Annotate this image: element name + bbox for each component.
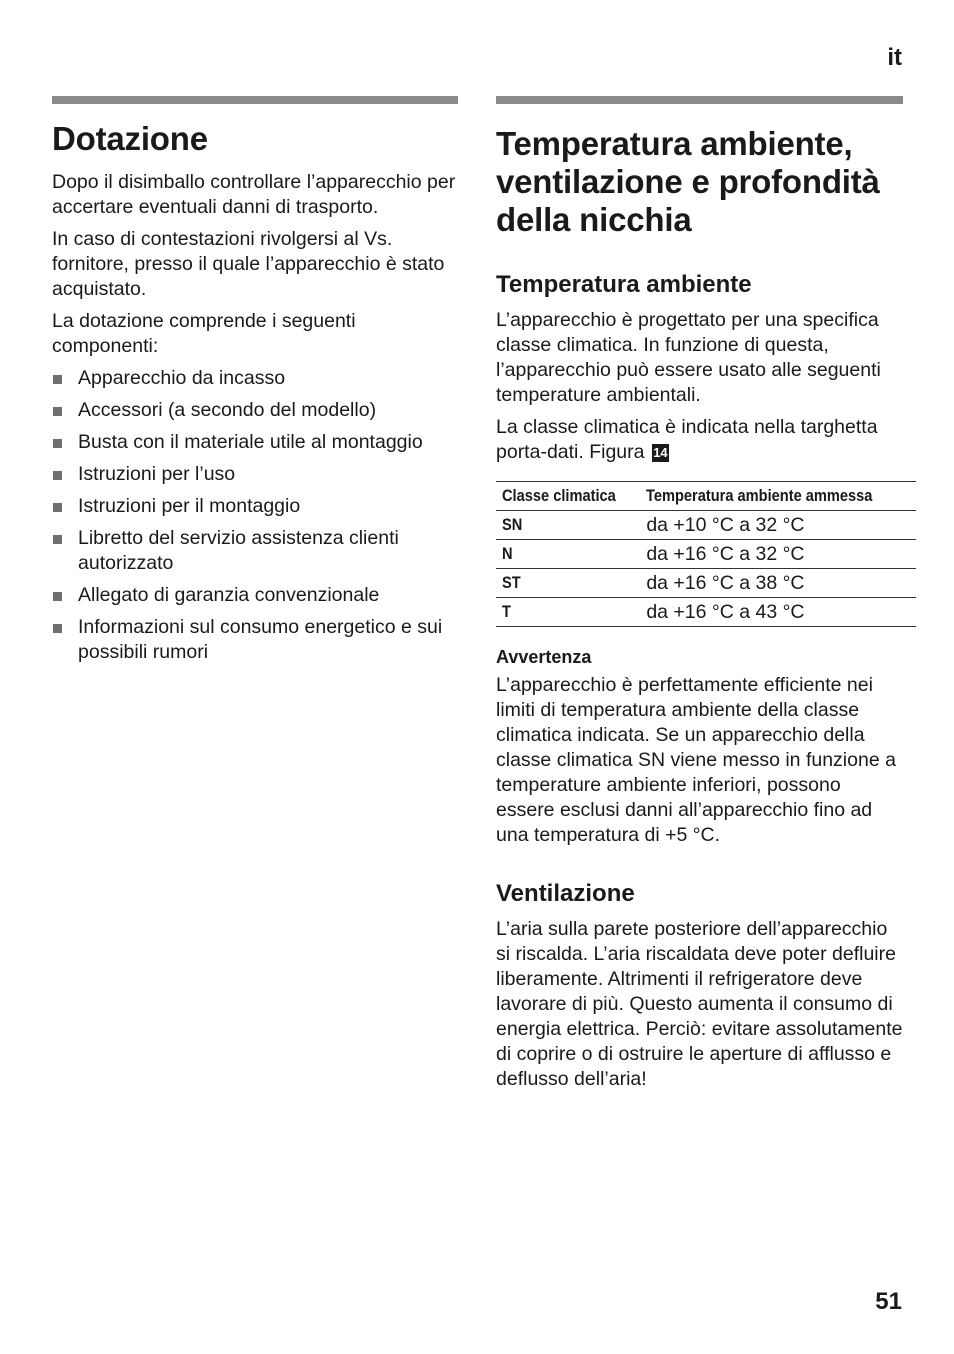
- right-column: [496, 96, 903, 1099]
- bullet-square-icon: [53, 592, 62, 601]
- section-title-dotazione: Dotazione: [52, 120, 208, 157]
- bullet-square-icon: [53, 624, 62, 633]
- language-tag: it: [887, 44, 902, 71]
- note-text: L’apparecchio è perfettamente efficiente nei limiti di temperatura ambiente della classe climatica indicata. Se un apparecchio della classe climatica SN viene messo in funzione a temperature ambiente inferiori, possono essere esclusi danni all’apparecchio fino ad una temperatura di +5 °C.: [496, 674, 896, 846]
- list-item: Libretto del servizio assistenza clienti autorizzato: [52, 526, 458, 576]
- table-header-row: [496, 482, 916, 511]
- table-header-cell: Classe climatica: [502, 486, 616, 505]
- table-row: [496, 540, 916, 569]
- paragraph: La dotazione comprende i seguenti componenti:: [52, 310, 356, 357]
- paragraph: Dopo il disimballo controllare l’apparecchio per accertare eventuali danni di trasporto.: [52, 171, 456, 218]
- table-row: [496, 569, 916, 598]
- table-cell-class: SN: [496, 511, 640, 540]
- list-item: Busta con il materiale utile al montaggio: [52, 430, 458, 455]
- left-column: [52, 96, 458, 672]
- section-rule: [52, 96, 458, 104]
- paragraph-figure-reference: La classe climatica è indicata nella targhetta porta-dati. Figura 14: [496, 416, 878, 463]
- bullet-square-icon: [53, 535, 62, 544]
- page-number: 51: [875, 1288, 902, 1315]
- list-item: Istruzioni per il montaggio: [52, 494, 458, 519]
- section-title-temperatura: Temperatura ambiente, ventilazione e profondità della nicchia: [496, 125, 880, 238]
- bullet-square-icon: [53, 439, 62, 448]
- list-item: Apparecchio da incasso: [52, 366, 458, 391]
- section-rule: [496, 96, 903, 104]
- list-item: Allegato di garanzia convenzionale: [52, 583, 458, 608]
- table-cell-temperature: da +16 °C a 32 °C: [640, 540, 915, 569]
- components-list: [52, 366, 458, 665]
- table-cell-temperature: da +16 °C a 43 °C: [640, 598, 915, 627]
- subheading-ventilazione: Ventilazione: [496, 880, 635, 907]
- subheading-temperatura-ambiente: Temperatura ambiente: [496, 271, 752, 298]
- table-cell-class: N: [496, 540, 640, 569]
- table-header-cell: Temperatura ambiente ammessa: [646, 486, 873, 505]
- table-cell-temperature: da +16 °C a 38 °C: [640, 569, 915, 598]
- list-item: Informazioni sul consumo energetico e sui possibili rumori: [52, 615, 458, 665]
- bullet-square-icon: [53, 503, 62, 512]
- table-cell-class: T: [496, 598, 640, 627]
- table-cell-temperature: da +10 °C a 32 °C: [640, 511, 915, 540]
- list-item: Accessori (a secondo del modello): [52, 398, 458, 423]
- bullet-square-icon: [53, 407, 62, 416]
- paragraph: L’apparecchio è progettato per una specifica classe climatica. In funzione di questa, l’apparecchio può essere usato alle seguenti temperature ambientali.: [496, 309, 881, 406]
- table-row: [496, 511, 916, 540]
- note-title: Avvertenza: [496, 647, 592, 667]
- figure-number-badge: 14: [653, 445, 668, 460]
- paragraph: In caso di contestazioni rivolgersi al Vs. fornitore, presso il quale l’apparecchio è stato acquistato.: [52, 228, 445, 300]
- climate-class-table: [496, 481, 916, 627]
- bullet-square-icon: [53, 471, 62, 480]
- table-row: [496, 598, 916, 627]
- list-item: Istruzioni per l’uso: [52, 462, 458, 487]
- paragraph: L’aria sulla parete posteriore dell’apparecchio si riscalda. L’aria riscaldata deve poter defluire liberamente. Altrimenti il refrigeratore deve lavorare di più. Questo aumenta il consumo di energia elettrica. Perciò: evitare assolutamente di coprire o di ostruire le aperture di afflusso e deflusso dell’aria!: [496, 918, 903, 1090]
- table-cell-class: ST: [496, 569, 640, 598]
- bullet-square-icon: [53, 375, 62, 384]
